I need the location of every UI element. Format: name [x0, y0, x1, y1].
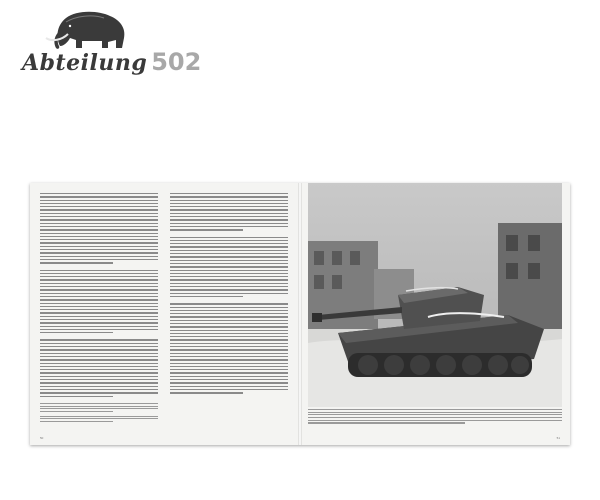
brand-number: 502	[151, 48, 202, 76]
text-block	[170, 193, 288, 394]
brand-word: Abteilung	[22, 50, 148, 76]
left-page	[30, 183, 300, 445]
book-spread	[30, 183, 570, 445]
brand-wordmark	[22, 48, 201, 76]
text-block	[40, 193, 158, 397]
mammoth-icon	[42, 8, 138, 52]
photo-caption	[308, 409, 562, 425]
page-number-left: 50	[40, 436, 44, 440]
left-column-2	[170, 193, 288, 396]
panther-tank-photo	[308, 183, 562, 407]
brand-logo	[14, 8, 202, 86]
right-page	[300, 183, 570, 445]
footnotes	[40, 403, 158, 422]
left-column-1	[40, 193, 158, 424]
caption-lines	[308, 409, 562, 424]
photo-scene	[308, 183, 562, 407]
page-number-right: 51	[556, 436, 560, 440]
